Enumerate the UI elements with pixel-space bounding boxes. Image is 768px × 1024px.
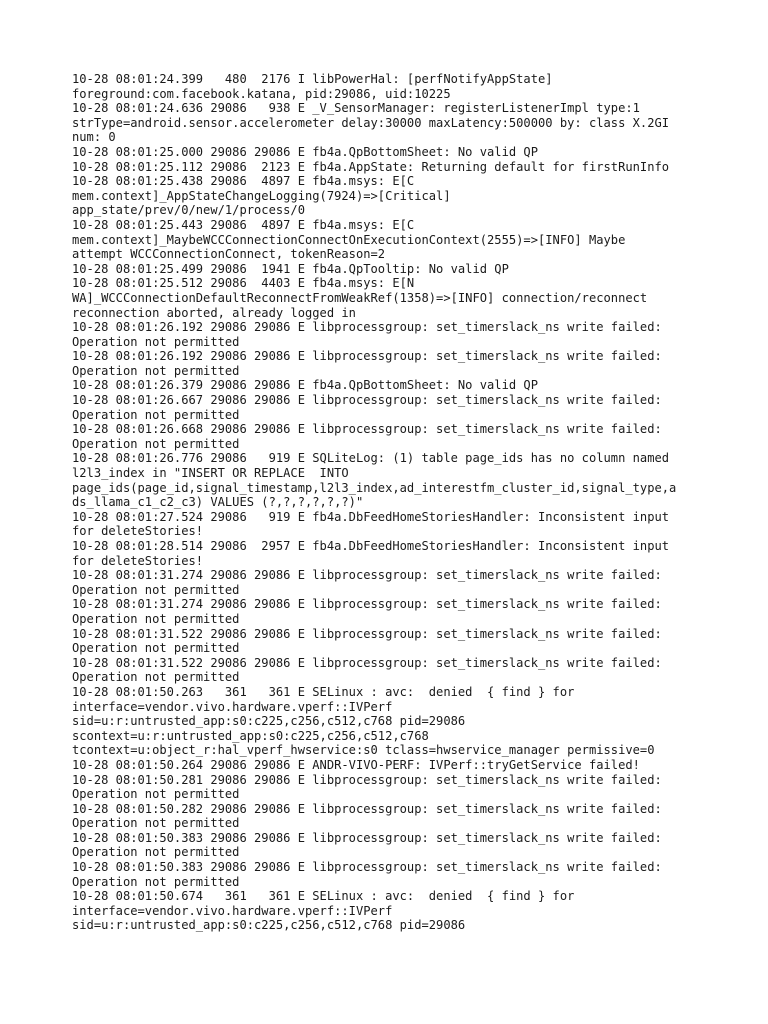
log-line: 10-28 08:01:24.636 29086 938 E _V_SensorManager: registerListenerImpl type:1 xyxy=(72,101,640,116)
log-line: 10-28 08:01:50.383 29086 29086 E libprocessgroup: set_timerslack_ns write failed: xyxy=(72,830,662,845)
log-line: Operation not permitted xyxy=(72,611,240,626)
log-line: l2l3_index in "INSERT OR REPLACE INTO xyxy=(72,466,349,481)
log-line: 10-28 08:01:25.000 29086 29086 E fb4a.QpBottomSheet: No valid QP xyxy=(72,144,538,159)
log-line: Operation not permitted xyxy=(72,874,240,889)
log-line: 10-28 08:01:31.274 29086 29086 E libprocessgroup: set_timerslack_ns write failed: xyxy=(72,597,662,612)
log-line: Operation not permitted xyxy=(72,363,240,378)
log-line: strType=android.sensor.accelerometer delay:30000 maxLatency:500000 by: class X.2GI xyxy=(72,115,670,130)
log-line: mem.context]_AppStateChangeLogging(7924)=>[Critical] xyxy=(72,188,451,203)
log-line: 10-28 08:01:31.274 29086 29086 E libprocessgroup: set_timerslack_ns write failed: xyxy=(72,568,662,583)
log-line: num: 0 xyxy=(72,130,116,145)
log-line: 10-28 08:01:25.499 29086 1941 E fb4a.QpTooltip: No valid QP xyxy=(72,261,509,276)
log-line: 10-28 08:01:25.443 29086 4897 E fb4a.msys: E[C xyxy=(72,217,415,232)
log-line: 10-28 08:01:24.399 480 2176 I libPowerHal: [perfNotifyAppState] xyxy=(72,72,553,86)
log-line: 10-28 08:01:26.379 29086 29086 E fb4a.QpBottomSheet: No valid QP xyxy=(72,378,538,393)
log-line: 10-28 08:01:26.192 29086 29086 E libprocessgroup: set_timerslack_ns write failed: xyxy=(72,349,662,364)
log-line: WA]_WCCConnectionDefaultReconnectFromWeakRef(1358)=>[INFO] connection/reconnect xyxy=(72,290,648,305)
log-line: 10-28 08:01:25.512 29086 4403 E fb4a.msys: E[N xyxy=(72,276,415,291)
log-line: mem.context]_MaybeWCCConnectionConnectOnExecutionContext(2555)=>[INFO] Maybe xyxy=(72,232,626,247)
log-line: interface=vendor.vivo.hardware.vperf::IVPerf xyxy=(72,699,393,714)
log-line: Operation not permitted xyxy=(72,816,240,831)
log-line: 10-28 08:01:50.264 29086 29086 E ANDR-VIVO-PERF: IVPerf::tryGetService failed! xyxy=(72,757,640,772)
log-line: Operation not permitted xyxy=(72,436,240,451)
log-line: foreground:com.facebook.katana, pid:29086, uid:10225 xyxy=(72,86,451,101)
log-line: 10-28 08:01:50.281 29086 29086 E libprocessgroup: set_timerslack_ns write failed: xyxy=(72,772,662,787)
log-line: 10-28 08:01:50.263 361 361 E SELinux : avc: denied { find } for xyxy=(72,684,575,699)
log-line: 10-28 08:01:50.383 29086 29086 E libprocessgroup: set_timerslack_ns write failed: xyxy=(72,860,662,875)
log-line: 10-28 08:01:50.282 29086 29086 E libprocessgroup: set_timerslack_ns write failed: xyxy=(72,801,662,816)
log-line: 10-28 08:01:26.776 29086 919 E SQLiteLog: (1) table page_ids has no column named xyxy=(72,451,670,466)
log-line: 10-28 08:01:25.112 29086 2123 E fb4a.AppState: Returning default for firstRunInfo xyxy=(72,159,670,174)
log-line: ds_llama_c1_c2_c3) VALUES (?,?,?,?,?,?)" xyxy=(72,495,364,510)
log-line: Operation not permitted xyxy=(72,407,240,422)
log-line: 10-28 08:01:31.522 29086 29086 E libprocessgroup: set_timerslack_ns write failed: xyxy=(72,626,662,641)
log-line: reconnection aborted, already logged in xyxy=(72,305,356,320)
log-document xyxy=(72,72,702,933)
log-line: 10-28 08:01:28.514 29086 2957 E fb4a.DbFeedHomeStoriesHandler: Inconsistent input xyxy=(72,539,670,553)
log-line: 10-28 08:01:27.524 29086 919 E fb4a.DbFeedHomeStoriesHandler: Inconsistent input xyxy=(72,509,670,524)
log-line: sid=u:r:untrusted_app:s0:c225,c256,c512,c768 pid=29086 xyxy=(72,714,466,729)
log-line: 10-28 08:01:26.667 29086 29086 E libprocessgroup: set_timerslack_ns write failed: xyxy=(72,393,662,408)
log-line: Operation not permitted xyxy=(72,787,240,802)
log-line: app_state/prev/0/new/1/process/0 xyxy=(72,203,305,218)
log-line: 10-28 08:01:25.438 29086 4897 E fb4a.msys: E[C xyxy=(72,174,415,189)
log-line: Operation not permitted xyxy=(72,582,240,597)
log-line: 10-28 08:01:26.668 29086 29086 E libprocessgroup: set_timerslack_ns write failed: xyxy=(72,422,662,437)
log-line: Operation not permitted xyxy=(72,334,240,349)
log-line: page_ids(page_id,signal_timestamp,l2l3_index,ad_interestfm_cluster_id,signal_type,a xyxy=(72,480,677,495)
log-line: 10-28 08:01:31.522 29086 29086 E libprocessgroup: set_timerslack_ns write failed: xyxy=(72,655,662,670)
log-line: for deleteStories! xyxy=(72,524,204,539)
log-line: scontext=u:r:untrusted_app:s0:c225,c256,c512,c768 xyxy=(72,728,429,743)
log-line: Operation not permitted xyxy=(72,670,240,685)
log-line: interface=vendor.vivo.hardware.vperf::IVPerf xyxy=(72,903,393,918)
log-line: for deleteStories! xyxy=(72,553,204,568)
log-line: Operation not permitted xyxy=(72,641,240,656)
log-line: sid=u:r:untrusted_app:s0:c225,c256,c512,c768 pid=29086 xyxy=(72,918,466,933)
log-line: 10-28 08:01:26.192 29086 29086 E libprocessgroup: set_timerslack_ns write failed: xyxy=(72,320,662,335)
log-line: attempt WCCConnectionConnect, tokenReason=2 xyxy=(72,247,386,262)
log-line: tcontext=u:object_r:hal_vperf_hwservice:s0 tclass=hwservice_manager permissive=0 xyxy=(72,743,655,758)
log-line: Operation not permitted xyxy=(72,845,240,860)
log-line: 10-28 08:01:50.674 361 361 E SELinux : avc: denied { find } for xyxy=(72,889,575,904)
